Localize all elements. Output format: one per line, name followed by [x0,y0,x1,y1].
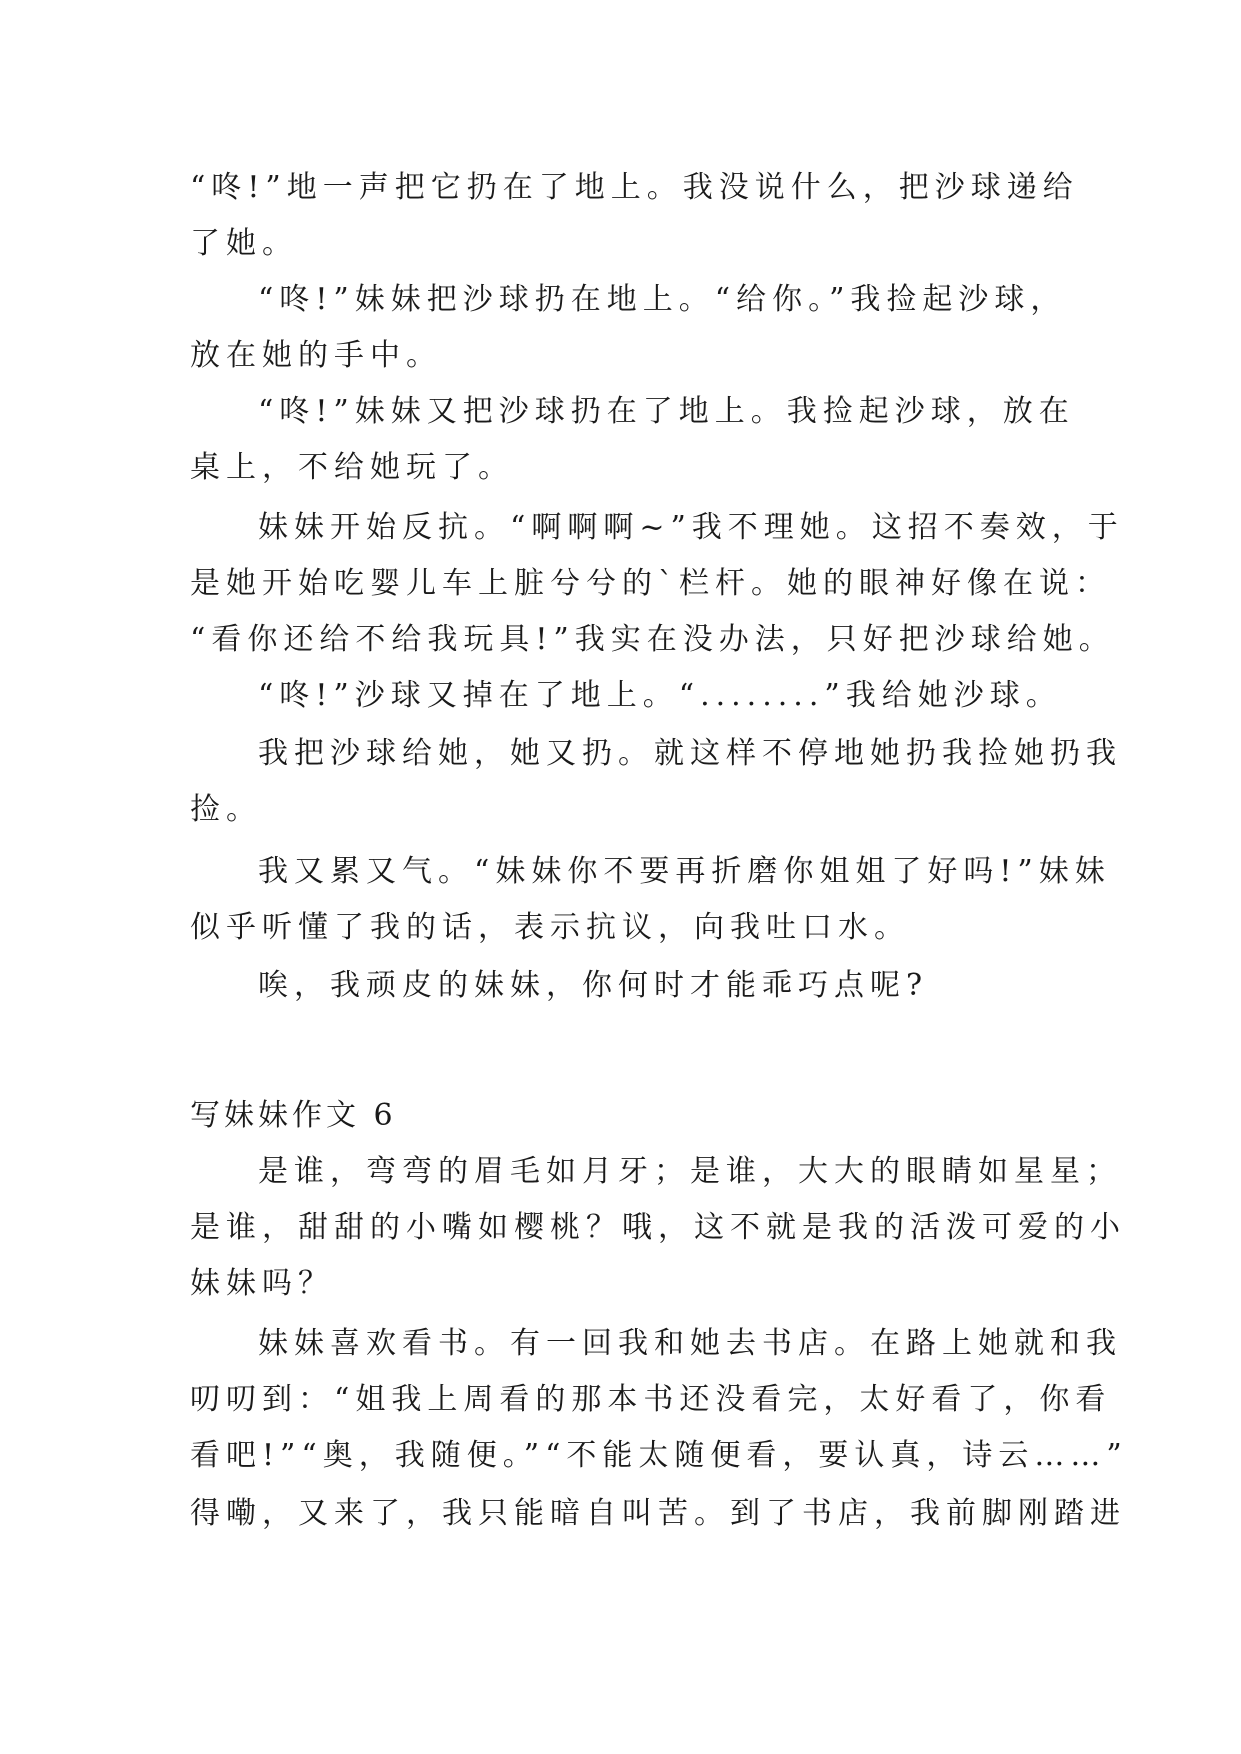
text-line: 桌上，不给她玩了。 [190,450,514,485]
text-line: 妹妹喜欢看书。有一回我和她去书店。在路上她就和我 [258,1326,1122,1361]
text-line: 我把沙球给她，她又扔。就这样不停地她扔我捡她扔我 [258,736,1122,771]
text-line: “看你还给不给我玩具!”我实在没办法，只好把沙球给她。 [190,622,1115,657]
text-line: 放在她的手中。 [190,338,442,373]
text-line: 得嘞，又来了，我只能暗自叫苦。到了书店，我前脚刚踏进 [190,1496,1126,1531]
text-line: 是她开始吃婴儿车上脏兮兮的`栏杆。她的眼神好像在说： [190,566,1111,601]
text-line: 我又累又气。“妹妹你不要再折磨你姐姐了好吗!”妹妹 [258,854,1111,889]
text-line: 是谁，甜甜的小嘴如樱桃？哦，这不就是我的活泼可爱的小 [190,1210,1126,1245]
text-line: 是谁，弯弯的眉毛如月牙；是谁，大大的眼睛如星星； [258,1154,1122,1189]
text-line: 似乎听懂了我的话，表示抗议，向我吐口水。 [190,910,910,945]
text-line: “咚!”地一声把它扔在了地上。我没说什么，把沙球递给 [190,170,1079,205]
text-line: 妹妹吗？ [190,1266,334,1301]
text-line: 叨叨到：“姐我上周看的那本书还没看完，太好看了，你看 [190,1382,1112,1417]
text-line: 妹妹开始反抗。“啊啊啊~”我不理她。这招不奏效，于 [258,510,1124,545]
text-line: “咚!”妹妹又把沙球扔在了地上。我捡起沙球，放在 [258,394,1075,429]
text-line: 唉，我顽皮的妹妹，你何时才能乖巧点呢? [258,968,929,1003]
text-line: 捡。 [190,792,262,827]
section-title: 写妹妹作文 6 [190,1098,397,1133]
text-line: 了她。 [190,226,298,261]
text-line: “咚!”沙球又掉在了地上。“........”我给她沙球。 [258,678,1062,713]
text-line: “咚!”妹妹把沙球扔在地上。“给你。”我捡起沙球， [258,282,1067,317]
text-line: 看吧!”“奥，我随便。”“不能太随便看，要认真，诗云……” [190,1438,1128,1473]
